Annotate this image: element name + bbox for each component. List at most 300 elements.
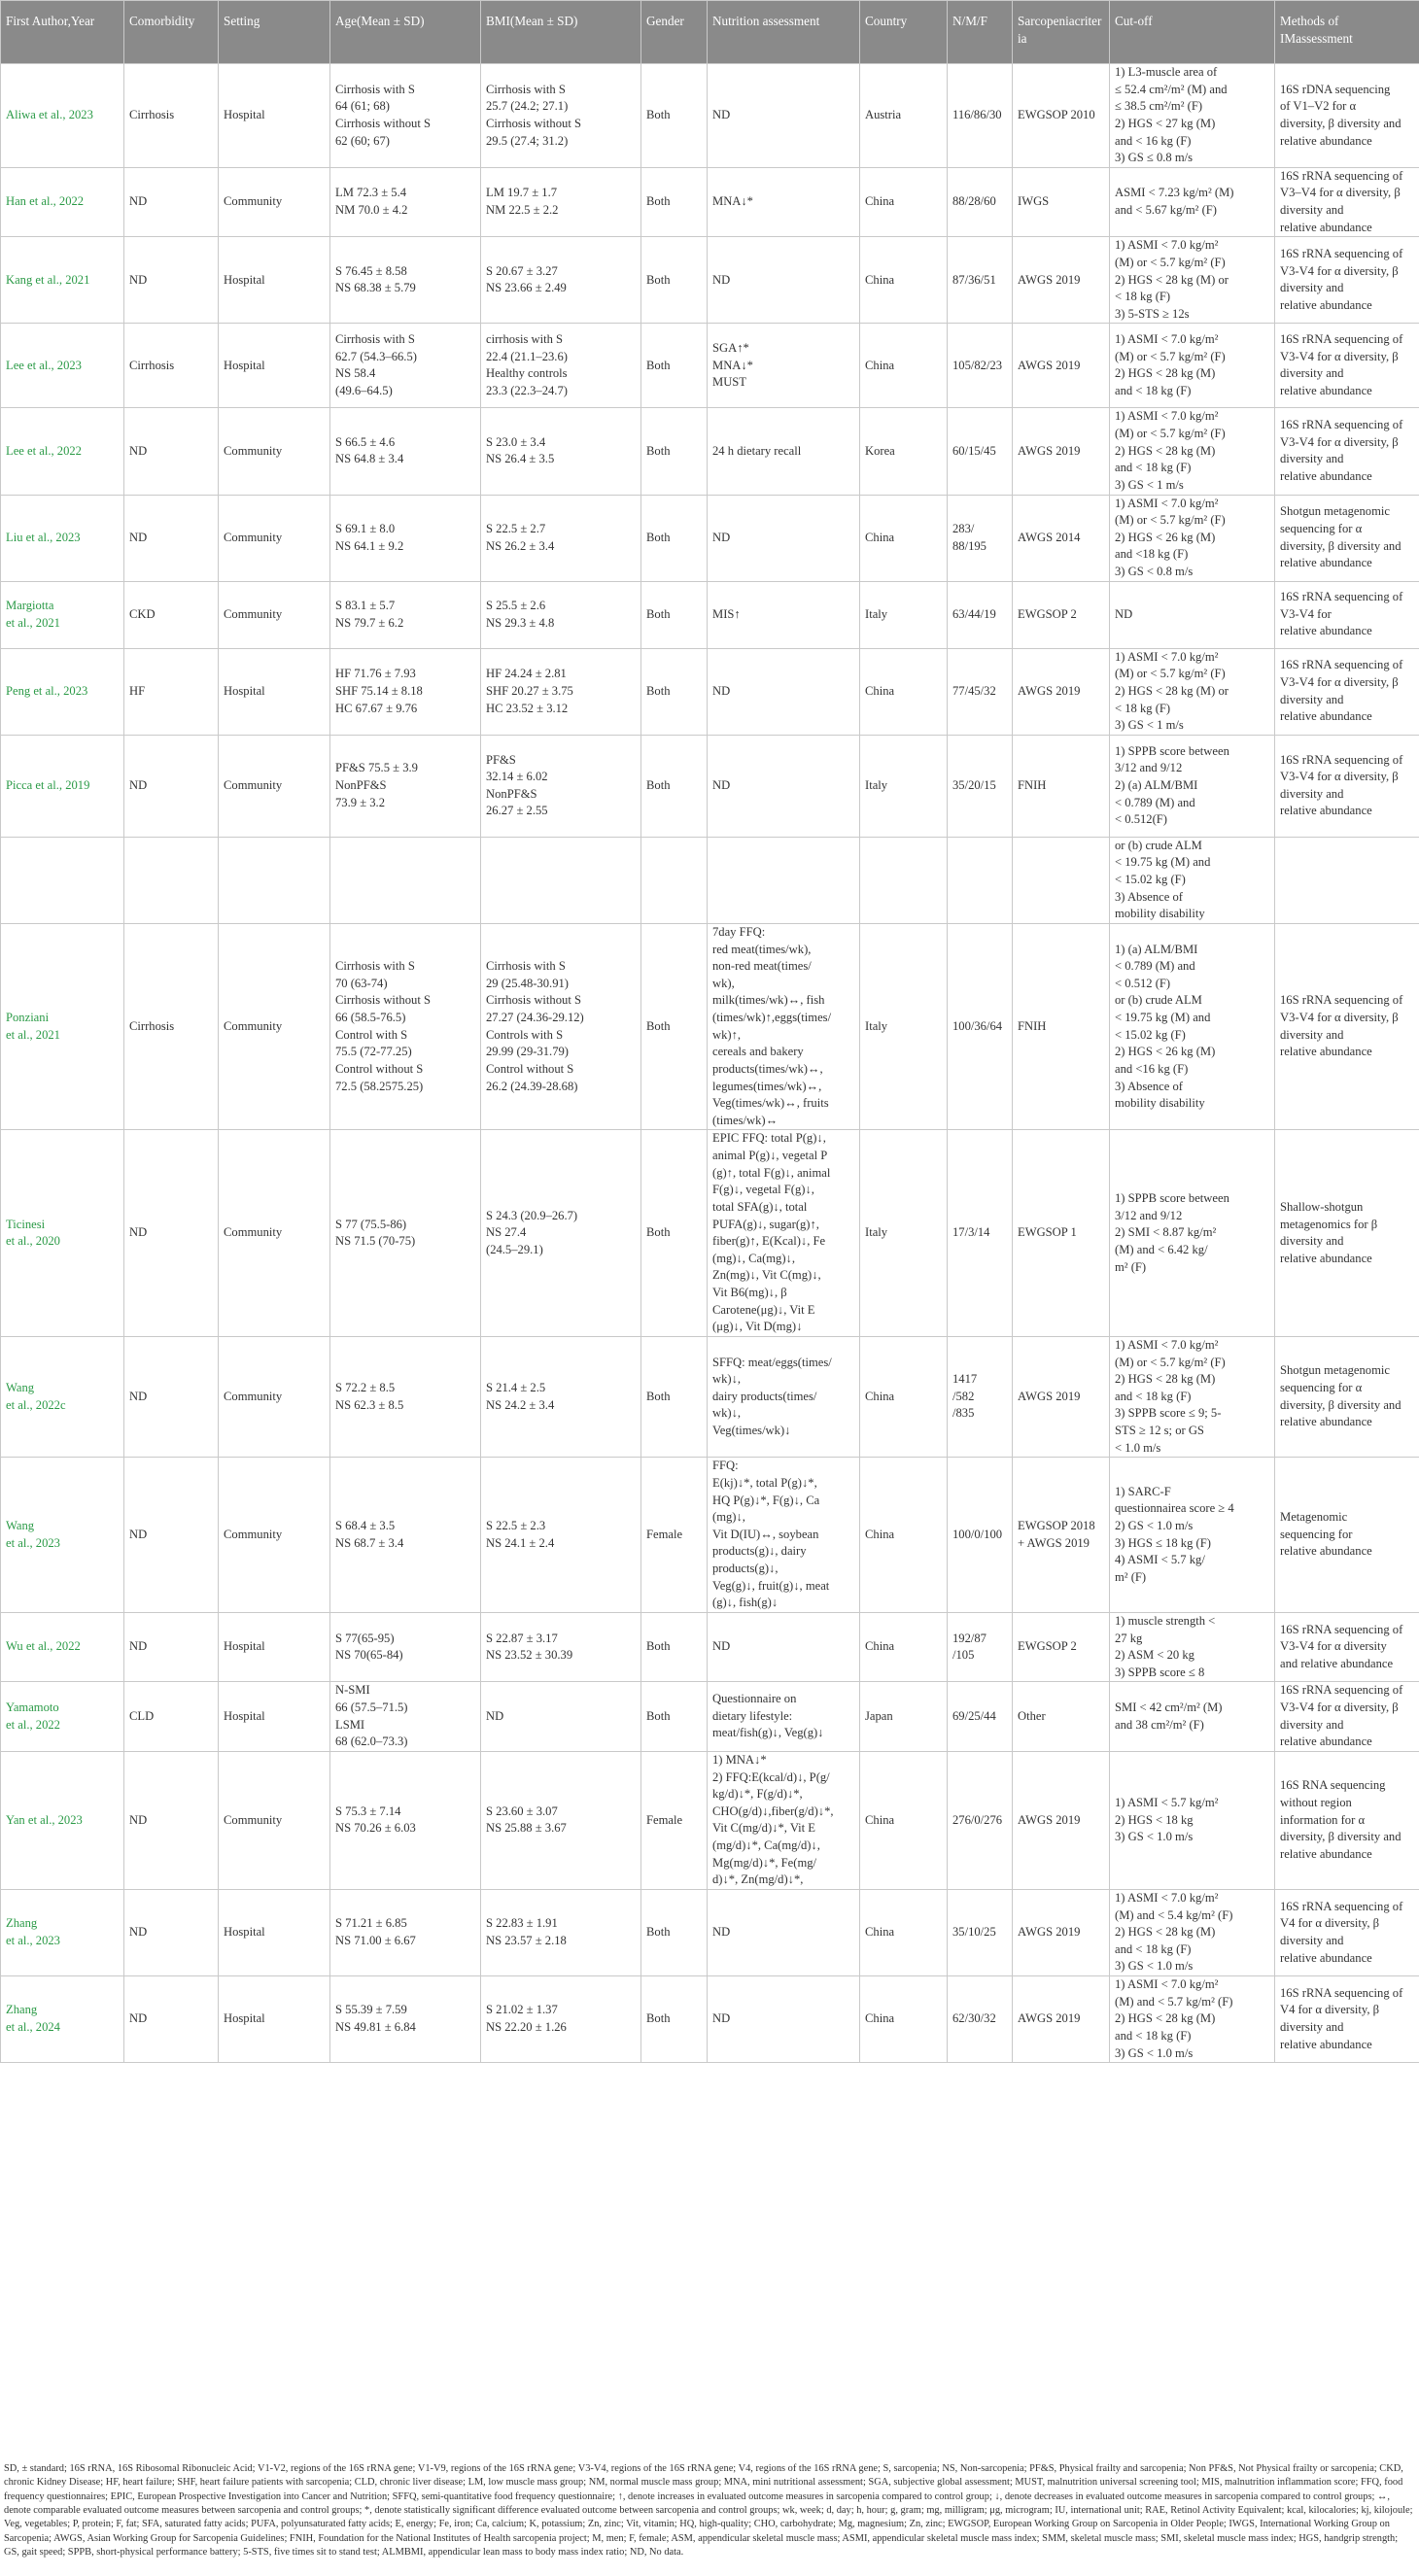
cell-line: V4 for α diversity, β bbox=[1280, 1916, 1380, 1931]
cell-line: (mg/d)↓*, Ca(mg/d)↓, bbox=[712, 1838, 820, 1852]
cell-line: Sarcopenia bbox=[1018, 14, 1075, 28]
cell-line: V3-V4 for α diversity, β bbox=[1280, 434, 1399, 449]
cell-methods-of-im-assessment bbox=[1275, 837, 1419, 923]
cell-line: < 0.789 (M) and bbox=[1115, 959, 1195, 974]
cell-line: 1) ASMI < 7.0 kg/m² bbox=[1115, 496, 1219, 510]
cell-line: 16S rRNA sequencing of bbox=[1280, 590, 1403, 604]
cell-nutrition-assessment bbox=[708, 495, 860, 581]
cell-n-m-f bbox=[948, 1751, 1013, 1889]
cell-line: et al., 2021 bbox=[6, 1027, 60, 1042]
cell-line: Country bbox=[865, 14, 908, 28]
cell-age bbox=[330, 1751, 481, 1889]
cell-line: Both bbox=[646, 2011, 671, 2026]
cell-line: 1) ASMI < 7.0 kg/m² bbox=[1115, 1977, 1219, 1991]
cell-methods-of-im-assessment bbox=[1275, 64, 1419, 168]
cell-line: 3) GS < 1 m/s bbox=[1115, 718, 1184, 733]
cell-line: Both bbox=[646, 1925, 671, 1940]
cell-line: NS 68.38 ± 5.79 bbox=[335, 281, 416, 295]
cell-line: 1) L3-muscle area of bbox=[1115, 65, 1218, 79]
cell-line: 3) GS ≤ 0.8 m/s bbox=[1115, 151, 1194, 165]
cell-line: Community bbox=[224, 1812, 283, 1827]
cell-comorbidity bbox=[124, 1889, 219, 1975]
cell-nutrition-assessment bbox=[708, 581, 860, 648]
cell-age bbox=[330, 648, 481, 735]
cell-cut-off bbox=[1110, 1751, 1275, 1889]
cell-line: relative abundance bbox=[1280, 384, 1372, 397]
cell-line: 1) ASMI < 7.0 kg/m² bbox=[1115, 1890, 1219, 1905]
table-row bbox=[1, 648, 1419, 735]
cell-line: SHF 75.14 ± 8.18 bbox=[335, 683, 423, 698]
cell-line: ND bbox=[712, 272, 731, 287]
cell-line: Shotgun metagenomic bbox=[1280, 1363, 1390, 1378]
cell-line: products(g)↓, bbox=[712, 1562, 779, 1575]
cell-line: BMI bbox=[486, 14, 510, 28]
cell-line: 16S rRNA sequencing of bbox=[1280, 1899, 1403, 1913]
cell-cut-off bbox=[1110, 237, 1275, 324]
cell-line: ND bbox=[129, 530, 148, 544]
cell-line: PF&S 75.5 ± 3.9 bbox=[335, 761, 418, 775]
cell-sarcopenia-criteria bbox=[1013, 64, 1110, 168]
cell-bmi bbox=[481, 1458, 641, 1613]
cell-line: Aliwa et al., 2023 bbox=[6, 108, 93, 122]
cell-line: 3) GS < 1.0 m/s bbox=[1115, 2045, 1194, 2060]
cell-line: NS 23.52 ± 30.39 bbox=[486, 1648, 573, 1663]
cell-line: 70 (63-74) bbox=[335, 976, 388, 990]
cell-line: Cirrhosis with S bbox=[335, 959, 415, 974]
cell-line: S 21.4 ± 2.5 bbox=[486, 1380, 546, 1394]
cell-line: and <18 kg (F) bbox=[1115, 547, 1189, 562]
cell-line: 1) ASMI < 5.7 kg/m² bbox=[1115, 1795, 1219, 1809]
cell-line: Setting bbox=[224, 14, 260, 28]
cell-line: SFFQ: meat/eggs(times/ bbox=[712, 1355, 832, 1369]
cell-first-author-year[interactable] bbox=[1, 1130, 124, 1337]
table-row bbox=[1, 1458, 1419, 1613]
cell-nutrition-assessment bbox=[708, 837, 860, 923]
cell-line: NS 70(65-84) bbox=[335, 1648, 403, 1663]
cell-line: 2) HGS < 28 kg (M) bbox=[1115, 443, 1216, 458]
cell-n-m-f bbox=[948, 1889, 1013, 1975]
cell-line: NS 64.8 ± 3.4 bbox=[335, 452, 404, 466]
cell-line: (M) or < 5.7 kg/m² (F) bbox=[1115, 1355, 1226, 1369]
cell-line: NM 70.0 ± 4.2 bbox=[335, 203, 408, 217]
cell-first-author-year[interactable] bbox=[1, 837, 124, 923]
cell-line: V3-V4 for α diversity, β bbox=[1280, 1011, 1399, 1024]
cell-line: V3-V4 for α diversity, β bbox=[1280, 263, 1399, 278]
cell-line: Hospital bbox=[224, 1708, 265, 1723]
cell-sarcopenia-criteria bbox=[1013, 581, 1110, 648]
column-header-comorbidity bbox=[124, 1, 219, 64]
cell-cut-off bbox=[1110, 648, 1275, 735]
cell-first-author-year[interactable] bbox=[1, 581, 124, 648]
cell-line: Gender bbox=[646, 14, 684, 28]
cell-gender bbox=[641, 64, 708, 168]
cell-line: Both bbox=[646, 1708, 671, 1723]
cell-line: < 19.75 kg (M) and bbox=[1115, 1011, 1211, 1024]
cell-line: and < 5.67 kg/m² (F) bbox=[1115, 203, 1217, 217]
cell-line: m² (F) bbox=[1115, 1259, 1147, 1274]
cell-line: LSMI bbox=[335, 1717, 365, 1732]
cell-line: (49.6–64.5) bbox=[335, 384, 393, 397]
cell-line: China bbox=[865, 683, 895, 698]
cell-line: China bbox=[865, 1925, 895, 1940]
cell-line: 2) SMI < 8.87 kg/m² bbox=[1115, 1225, 1217, 1240]
cell-country bbox=[860, 1458, 948, 1613]
cell-country bbox=[860, 1336, 948, 1457]
table-row bbox=[1, 1612, 1419, 1682]
cell-line: (g)↓, fish(g)↓ bbox=[712, 1596, 779, 1610]
cell-line: (M) or < 5.7 kg/m² (F) bbox=[1115, 255, 1226, 269]
cell-line: /105 bbox=[952, 1648, 975, 1663]
cell-n-m-f bbox=[948, 237, 1013, 324]
cell-line: Ticinesi bbox=[6, 1217, 46, 1231]
cell-line: 2) ASM < 20 kg bbox=[1115, 1648, 1194, 1663]
cell-line: Carotene(μg)↓, Vit E bbox=[712, 1302, 815, 1317]
cell-sarcopenia-criteria bbox=[1013, 237, 1110, 324]
cell-age bbox=[330, 837, 481, 923]
cell-line: 3) Absence of bbox=[1115, 889, 1183, 904]
cell-line: d)↓*, Zn(mg/d)↓*, bbox=[712, 1872, 804, 1887]
cell-line: 68 (62.0–73.3) bbox=[335, 1735, 408, 1749]
cell-line: Wu et al., 2022 bbox=[6, 1639, 81, 1654]
cell-sarcopenia-criteria bbox=[1013, 495, 1110, 581]
cell-comorbidity bbox=[124, 1682, 219, 1752]
cell-line: et al., 2021 bbox=[6, 615, 60, 630]
cell-setting bbox=[219, 495, 330, 581]
cell-line: Yamamoto bbox=[6, 1700, 59, 1714]
cell-line: 16S rRNA sequencing of bbox=[1280, 752, 1403, 767]
cell-line: 27.27 (24.36-29.12) bbox=[486, 1011, 584, 1024]
cell-line: wk), bbox=[712, 976, 735, 990]
cell-n-m-f bbox=[948, 1130, 1013, 1337]
cell-line: 1) ASMI < 7.0 kg/m² bbox=[1115, 649, 1219, 664]
cell-nutrition-assessment bbox=[708, 408, 860, 495]
cell-line: EWGSOP 2018 bbox=[1018, 1518, 1095, 1532]
cell-cut-off bbox=[1110, 735, 1275, 837]
cell-line: ND bbox=[712, 1639, 731, 1654]
cell-bmi bbox=[481, 408, 641, 495]
cell-line: Cirrhosis with S bbox=[486, 959, 566, 974]
cell-line: /835 bbox=[952, 1406, 975, 1421]
cell-cut-off bbox=[1110, 1889, 1275, 1975]
cell-bmi bbox=[481, 581, 641, 648]
cell-first-author-year[interactable] bbox=[1, 1751, 124, 1889]
cell-nutrition-assessment bbox=[708, 648, 860, 735]
cell-line: 2) GS < 1.0 m/s bbox=[1115, 1518, 1194, 1532]
cell-cut-off bbox=[1110, 1682, 1275, 1752]
cell-first-author-year[interactable] bbox=[1, 923, 124, 1130]
cell-line: 2) (a) ALM/BMI bbox=[1115, 777, 1198, 792]
cell-line: 69/25/44 bbox=[952, 1708, 996, 1723]
cell-age bbox=[330, 735, 481, 837]
cell-nutrition-assessment bbox=[708, 1889, 860, 1975]
cell-line: Cirrhosis without S bbox=[335, 116, 431, 130]
cell-line: 26.27 ± 2.55 bbox=[486, 804, 548, 818]
cell-line: 2) HGS < 26 kg (M) bbox=[1115, 1045, 1216, 1059]
cell-line: 16S RNA sequencing bbox=[1280, 1778, 1386, 1793]
cell-line: S 55.39 ± 7.59 bbox=[335, 2003, 407, 2017]
cell-sarcopenia-criteria bbox=[1013, 1458, 1110, 1613]
cell-comorbidity bbox=[124, 581, 219, 648]
cell-line: Zhang bbox=[6, 2003, 38, 2017]
cell-age bbox=[330, 237, 481, 324]
table-row bbox=[1, 1751, 1419, 1889]
cell-line: m² (F) bbox=[1115, 1569, 1147, 1584]
cell-line: Margiotta bbox=[6, 599, 54, 612]
cell-cut-off bbox=[1110, 1612, 1275, 1682]
cell-line: AWGS 2019 bbox=[1018, 683, 1081, 698]
cell-line: < 0.512(F) bbox=[1115, 812, 1167, 827]
cell-line: NS 68.7 ± 3.4 bbox=[335, 1535, 404, 1550]
cell-line: Other bbox=[1018, 1708, 1046, 1723]
cell-line: 16S rRNA sequencing of bbox=[1280, 332, 1403, 347]
column-header-country bbox=[860, 1, 948, 64]
cell-line: 4) ASMI < 5.7 kg/ bbox=[1115, 1553, 1205, 1567]
cell-line: (Mean ± SD) bbox=[509, 14, 578, 28]
cell-country bbox=[860, 1130, 948, 1337]
cell-line: CLD bbox=[129, 1708, 155, 1723]
cell-line: relative abundance bbox=[1280, 1846, 1372, 1861]
table-row bbox=[1, 1682, 1419, 1752]
cell-line: Community bbox=[224, 606, 283, 621]
cell-line: diversity and bbox=[1280, 281, 1344, 295]
cell-line: Community bbox=[224, 1225, 283, 1240]
cell-line: Community bbox=[224, 443, 283, 458]
cell-line: 2) HGS < 26 kg (M) bbox=[1115, 530, 1216, 544]
cell-line: products(g)↓, dairy bbox=[712, 1544, 807, 1559]
cell-first-author-year[interactable] bbox=[1, 324, 124, 408]
cell-bmi bbox=[481, 648, 641, 735]
cell-line: ND bbox=[712, 683, 731, 698]
cell-line: 2) FFQ:E(kcal/d)↓, P(g/ bbox=[712, 1769, 830, 1784]
cell-sarcopenia-criteria bbox=[1013, 1976, 1110, 2063]
cell-first-author-year[interactable] bbox=[1, 1682, 124, 1752]
cell-line: Kang et al., 2021 bbox=[6, 272, 90, 287]
cell-line: Cirrhosis bbox=[129, 1018, 175, 1033]
cell-line: MNA↓* bbox=[712, 194, 753, 209]
cell-line: Hospital bbox=[224, 1639, 265, 1654]
cell-line: Community bbox=[224, 777, 283, 792]
cell-line: diversity, β diversity and bbox=[1280, 1830, 1402, 1844]
cell-nutrition-assessment bbox=[708, 324, 860, 408]
cell-line: Hospital bbox=[224, 1925, 265, 1940]
cell-line: 87/36/51 bbox=[952, 272, 996, 287]
cell-first-author-year[interactable] bbox=[1, 408, 124, 495]
cell-line: HQ P(g)↓*, F(g)↓, Ca bbox=[712, 1493, 820, 1507]
cell-line: S 23.60 ± 3.07 bbox=[486, 1803, 558, 1818]
cell-line: MNA↓* bbox=[712, 358, 753, 372]
cell-line: diversity and bbox=[1280, 1933, 1344, 1947]
cell-line: Korea bbox=[865, 443, 895, 458]
cell-line: cereals and bakery bbox=[712, 1045, 804, 1059]
cell-nutrition-assessment bbox=[708, 1336, 860, 1457]
cell-line: et al., 2022c bbox=[6, 1397, 66, 1412]
cell-country bbox=[860, 837, 948, 923]
cell-bmi bbox=[481, 923, 641, 1130]
cell-line: < 0.789 (M) and bbox=[1115, 795, 1195, 809]
cell-age bbox=[330, 1130, 481, 1337]
cell-first-author-year[interactable] bbox=[1, 237, 124, 324]
cell-first-author-year[interactable] bbox=[1, 648, 124, 735]
cell-setting bbox=[219, 1458, 330, 1613]
cell-line: N/M/F bbox=[952, 14, 987, 28]
cell-line: diversity and bbox=[1280, 786, 1344, 801]
cell-line: Both bbox=[646, 272, 671, 287]
cell-gender bbox=[641, 1751, 708, 1889]
cell-n-m-f bbox=[948, 923, 1013, 1130]
cell-nutrition-assessment bbox=[708, 1458, 860, 1613]
cell-line: Yan et al., 2023 bbox=[6, 1812, 83, 1827]
cell-line: relative abundance bbox=[1280, 1544, 1372, 1559]
cell-line: (24.5–29.1) bbox=[486, 1242, 543, 1256]
table-body bbox=[1, 64, 1419, 2063]
cell-country bbox=[860, 237, 948, 324]
cell-line: wk)↑, bbox=[712, 1027, 742, 1042]
cell-line: MIS↑ bbox=[712, 606, 741, 621]
cell-n-m-f bbox=[948, 1336, 1013, 1457]
cell-line: Wang bbox=[6, 1518, 35, 1532]
cell-first-author-year[interactable] bbox=[1, 1336, 124, 1457]
cell-line: 1) (a) ALM/BMI bbox=[1115, 942, 1198, 956]
cell-line: < 15.02 kg (F) bbox=[1115, 873, 1186, 886]
cell-line: Italy bbox=[865, 606, 888, 621]
cell-line: (M) or < 5.7 kg/m² (F) bbox=[1115, 667, 1226, 681]
table-row bbox=[1, 408, 1419, 495]
cell-line: wk)↓, bbox=[712, 1406, 742, 1421]
cell-setting bbox=[219, 581, 330, 648]
cell-cut-off bbox=[1110, 64, 1275, 168]
cell-bmi bbox=[481, 1976, 641, 2063]
cell-first-author-year[interactable] bbox=[1, 1612, 124, 1682]
cell-line: China bbox=[865, 1389, 895, 1403]
cell-methods-of-im-assessment bbox=[1275, 408, 1419, 495]
cell-age bbox=[330, 581, 481, 648]
cell-line: diversity and bbox=[1280, 1717, 1344, 1732]
cell-line: Both bbox=[646, 1225, 671, 1240]
cell-line: (M) or < 5.7 kg/m² (F) bbox=[1115, 349, 1226, 363]
cell-line: AWGS 2019 bbox=[1018, 1389, 1081, 1403]
cell-comorbidity bbox=[124, 1130, 219, 1337]
cell-line: 16S rRNA sequencing of bbox=[1280, 418, 1403, 432]
column-header-nutrition-assessment bbox=[708, 1, 860, 64]
cell-line: First Author, bbox=[6, 14, 71, 28]
cell-bmi bbox=[481, 1751, 641, 1889]
cell-line: ND bbox=[129, 1925, 148, 1940]
cell-sarcopenia-criteria bbox=[1013, 1682, 1110, 1752]
cell-line: V3-V4 for α diversity, β bbox=[1280, 1700, 1399, 1714]
cell-sarcopenia-criteria bbox=[1013, 1889, 1110, 1975]
cell-line: AWGS 2019 bbox=[1018, 2011, 1081, 2026]
cell-first-author-year[interactable] bbox=[1, 1458, 124, 1613]
cell-methods-of-im-assessment bbox=[1275, 923, 1419, 1130]
cell-line: ND bbox=[486, 1708, 504, 1723]
cell-line: and < 18 kg (F) bbox=[1115, 2028, 1192, 2043]
cell-line: 29 (25.48-30.91) bbox=[486, 976, 569, 990]
cell-line: S 72.2 ± 8.5 bbox=[335, 1380, 396, 1394]
cell-gender bbox=[641, 324, 708, 408]
cell-bmi bbox=[481, 1682, 641, 1752]
cell-line: Nutrition assessment bbox=[712, 14, 820, 28]
cell-line: Methods of IM bbox=[1280, 14, 1339, 47]
cell-age bbox=[330, 64, 481, 168]
cell-line: et al., 2020 bbox=[6, 1234, 60, 1249]
cell-nutrition-assessment bbox=[708, 1612, 860, 1682]
cell-line: Community bbox=[224, 530, 283, 544]
cell-comorbidity bbox=[124, 64, 219, 168]
cell-line: F(g)↓, vegetal F(g)↓, bbox=[712, 1183, 814, 1197]
cell-line: 66 (58.5-76.5) bbox=[335, 1011, 406, 1024]
cell-line: Both bbox=[646, 683, 671, 698]
cell-line: NS 24.1 ± 2.4 bbox=[486, 1535, 555, 1550]
cell-line: Female bbox=[646, 1812, 683, 1827]
cell-setting bbox=[219, 1751, 330, 1889]
cell-line: et al., 2023 bbox=[6, 1535, 60, 1550]
cell-line: PUFA(g)↓, sugar(g)↑, bbox=[712, 1217, 819, 1231]
cell-line: Cut-off bbox=[1115, 14, 1153, 28]
cell-age bbox=[330, 1612, 481, 1682]
cell-line: S 20.67 ± 3.27 bbox=[486, 263, 558, 278]
cell-line: Lee et al., 2023 bbox=[6, 358, 82, 372]
cell-line: relative abundance bbox=[1280, 297, 1372, 312]
cell-line: diversity and bbox=[1280, 2020, 1344, 2035]
cell-age bbox=[330, 1458, 481, 1613]
cell-first-author-year[interactable] bbox=[1, 64, 124, 168]
cell-line: AWGS 2019 bbox=[1018, 1925, 1081, 1940]
cell-line: Hospital bbox=[224, 108, 265, 122]
cell-line: V3-V4 for α diversity, β bbox=[1280, 675, 1399, 690]
cell-line: Both bbox=[646, 443, 671, 458]
cell-line: FNIH bbox=[1018, 777, 1047, 792]
cell-line: LM 72.3 ± 5.4 bbox=[335, 186, 407, 200]
cell-line: dietary lifestyle: bbox=[712, 1708, 793, 1723]
cell-line: sequencing for α bbox=[1280, 1380, 1363, 1394]
cell-line: 100/0/100 bbox=[952, 1527, 1003, 1541]
cell-setting bbox=[219, 237, 330, 324]
cell-line: Cirrhosis with S bbox=[335, 82, 415, 96]
cell-cut-off bbox=[1110, 837, 1275, 923]
cell-comorbidity bbox=[124, 237, 219, 324]
cell-line: 88/28/60 bbox=[952, 194, 996, 209]
cell-line: Comorbidity bbox=[129, 14, 195, 28]
cell-sarcopenia-criteria bbox=[1013, 1612, 1110, 1682]
cell-first-author-year[interactable] bbox=[1, 1889, 124, 1975]
table-row bbox=[1, 923, 1419, 1130]
cell-first-author-year[interactable] bbox=[1, 495, 124, 581]
cell-line: NS 24.2 ± 3.4 bbox=[486, 1397, 555, 1412]
cell-setting bbox=[219, 648, 330, 735]
cell-nutrition-assessment bbox=[708, 167, 860, 237]
cell-line: Both bbox=[646, 606, 671, 621]
cell-line: SHF 20.27 ± 3.75 bbox=[486, 683, 573, 698]
cell-line: relative abundance bbox=[1280, 624, 1372, 638]
cell-line: Han et al., 2022 bbox=[6, 194, 85, 209]
cell-line: HF 71.76 ± 7.93 bbox=[335, 667, 416, 681]
cell-line: NS 23.57 ± 2.18 bbox=[486, 1933, 567, 1947]
cell-gender bbox=[641, 735, 708, 837]
cell-line: HC 67.67 ± 9.76 bbox=[335, 701, 418, 715]
cell-comorbidity bbox=[124, 495, 219, 581]
cell-line: NS 71.00 ± 6.67 bbox=[335, 1933, 416, 1947]
cell-line: V3-V4 for α diversity, β bbox=[1280, 349, 1399, 363]
cell-cut-off bbox=[1110, 324, 1275, 408]
cell-line: 62 (60; 67) bbox=[335, 133, 390, 148]
cell-first-author-year[interactable] bbox=[1, 167, 124, 237]
cell-line: Shallow-shotgun bbox=[1280, 1199, 1364, 1214]
cell-line: ND bbox=[129, 443, 148, 458]
cell-first-author-year[interactable] bbox=[1, 1976, 124, 2063]
cell-first-author-year[interactable] bbox=[1, 735, 124, 837]
cell-line: (μg)↓, Vit D(mg)↓ bbox=[712, 1320, 803, 1334]
cell-line: S 69.1 ± 8.0 bbox=[335, 521, 396, 535]
